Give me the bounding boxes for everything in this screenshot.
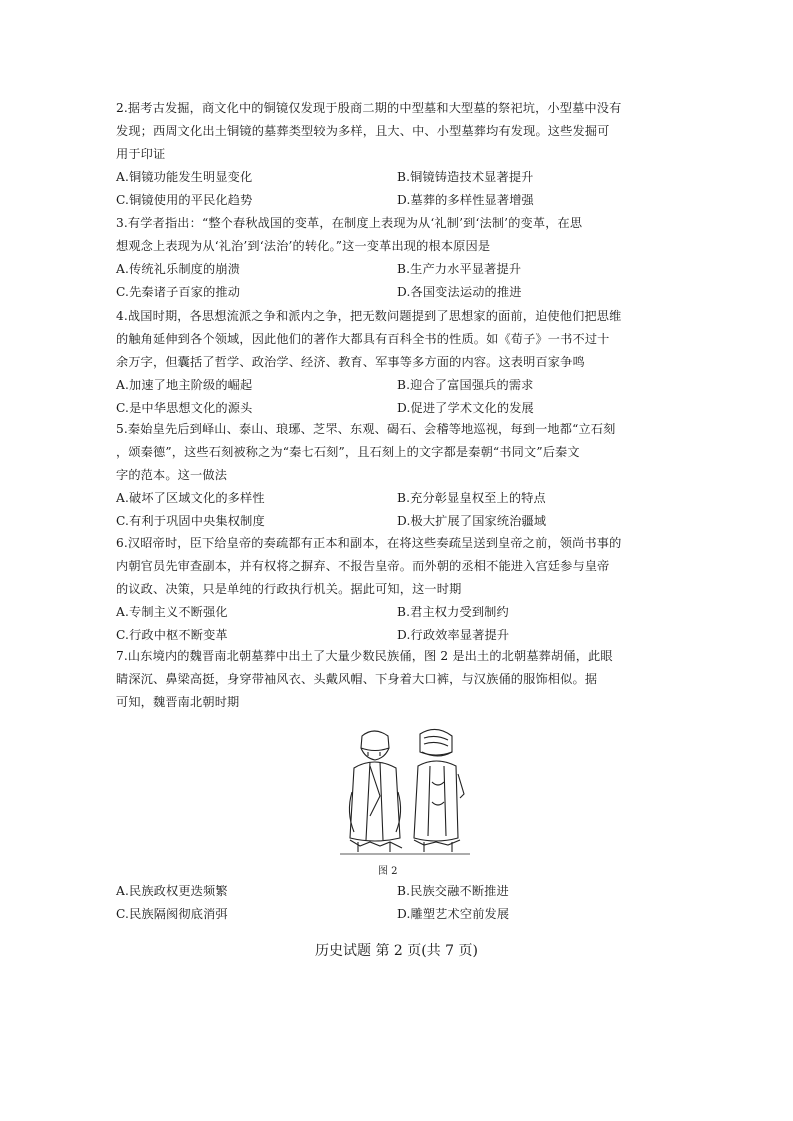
question-2-stem-line-1: 2.据考古发掘，商文化中的铜镜仅发现于殷商二期的中型墓和大型墓的祭祀坑，小型墓中没有	[116, 101, 622, 115]
figure-caption: 图 2	[378, 866, 398, 877]
question-6-option-d[interactable]: D.行政效率显著提升	[397, 628, 510, 642]
question-4-stem-line-2: 的触角延伸到各个领域，因此他们的著作大都具有百科全书的性质。如《荀子》一书不过十	[116, 332, 610, 346]
question-4-option-c[interactable]: C.是中华思想文化的源头	[116, 401, 253, 415]
question-2-option-a[interactable]: A.铜镜功能发生明显变化	[116, 170, 253, 184]
question-3-stem-line-2: 想观念上表现为从‘礼治’到‘法治’的转化。”这一变革出现的根本原因是	[116, 239, 491, 253]
question-7-option-a[interactable]: A.民族政权更迭频繁	[116, 884, 228, 898]
question-5-option-c[interactable]: C.有利于巩固中央集权制度	[116, 514, 265, 528]
question-2-stem-line-2: 发现；西周文化出土铜镜的墓葬类型较为多样，且大、中、小型墓葬均有发现。这些发掘可	[116, 124, 610, 138]
question-3-stem-line-1: 3.有学者指出：“整个春秋战国的变革，在制度上表现为从‘礼制’到‘法制’的变革，在思	[116, 216, 583, 230]
question-5-stem-line-3: 字的范本。这一做法	[116, 468, 228, 482]
question-6-option-c[interactable]: C.行政中枢不断变革	[116, 628, 228, 642]
question-4-option-d[interactable]: D.促进了学术文化的发展	[397, 401, 534, 415]
question-6-stem-line-3: 的议政、决策，只是单纯的行政执行机关。据此可知，这一时期	[116, 582, 462, 596]
page-footer: 历史试题 第 2 页(共 7 页)	[315, 943, 478, 959]
question-6-option-b[interactable]: B.君主权力受到制约	[397, 605, 509, 619]
question-4-stem-line-1: 4.战国时期，各思想流派之争和派内之争，把无数问题提到了思想家的面前，迫使他们把思维	[116, 309, 622, 323]
question-7-option-d[interactable]: D.雕塑艺术空前发展	[397, 907, 510, 921]
question-7-stem-line-1: 7.山东境内的魏晋南北朝墓葬中出土了大量少数民族俑，图 2 是出土的北朝墓葬胡俑，此眼	[116, 649, 613, 663]
figurines-illustration	[340, 722, 470, 858]
question-5-option-b[interactable]: B.充分彰显皇权至上的特点	[397, 491, 546, 505]
question-5-option-d[interactable]: D.极大扩展了国家统治疆域	[397, 514, 547, 528]
question-2-option-c[interactable]: C.铜镜使用的平民化趋势	[116, 193, 253, 207]
question-3-option-d[interactable]: D.各国变法运动的推进	[397, 285, 522, 299]
question-3-option-c[interactable]: C.先秦诸子百家的推动	[116, 285, 241, 299]
question-2-stem-line-3: 用于印证	[116, 147, 166, 161]
question-4-option-a[interactable]: A.加速了地主阶级的崛起	[116, 378, 253, 392]
question-7-stem-line-2: 睛深沉、鼻梁高挺，身穿带袖风衣、头戴风帽、下身着大口裤，与汉族俑的服饰相似。据	[116, 672, 598, 686]
question-2-option-b[interactable]: B.铜镜铸造技术显著提升	[397, 170, 534, 184]
question-4-stem-line-3: 余万字，但囊括了哲学、政治学、经济、教育、军事等多方面的内容。这表明百家争鸣	[116, 355, 585, 369]
question-5-stem-line-1: 5.秦始皇先后到峄山、泰山、琅琊、芝罘、东观、碣石、会稽等地巡视，每到一地都“立石刻	[116, 422, 616, 436]
question-6-stem-line-2: 内朝官员先审查副本，并有权将之摒弃、不报告皇帝。而外朝的丞相不能进入宫廷参与皇帝	[116, 559, 610, 573]
question-5-stem-line-2: ，颂秦德”，这些石刻被称之为“秦七石刻”，且石刻上的文字都是秦朝“书同文”后秦文	[116, 445, 580, 459]
figurines-icon	[340, 722, 470, 858]
question-5-option-a[interactable]: A.破坏了区域文化的多样性	[116, 491, 265, 505]
question-2-option-d[interactable]: D.墓葬的多样性显著增强	[397, 193, 534, 207]
question-6-stem-line-1: 6.汉昭帝时，臣下给皇帝的奏疏都有正本和副本，在将这些奏疏呈送到皇帝之前，领尚书事的	[116, 536, 622, 550]
question-3-option-a[interactable]: A.传统礼乐制度的崩溃	[116, 262, 241, 276]
question-6-option-a[interactable]: A.专制主义不断强化	[116, 605, 228, 619]
question-7-stem-line-3: 可知，魏晋南北朝时期	[116, 695, 240, 709]
question-7-option-b[interactable]: B.民族交融不断推进	[397, 884, 509, 898]
question-3-option-b[interactable]: B.生产力水平显著提升	[397, 262, 522, 276]
question-7-option-c[interactable]: C.民族隔阂彻底消弭	[116, 907, 228, 921]
question-4-option-b[interactable]: B.迎合了富国强兵的需求	[397, 378, 534, 392]
